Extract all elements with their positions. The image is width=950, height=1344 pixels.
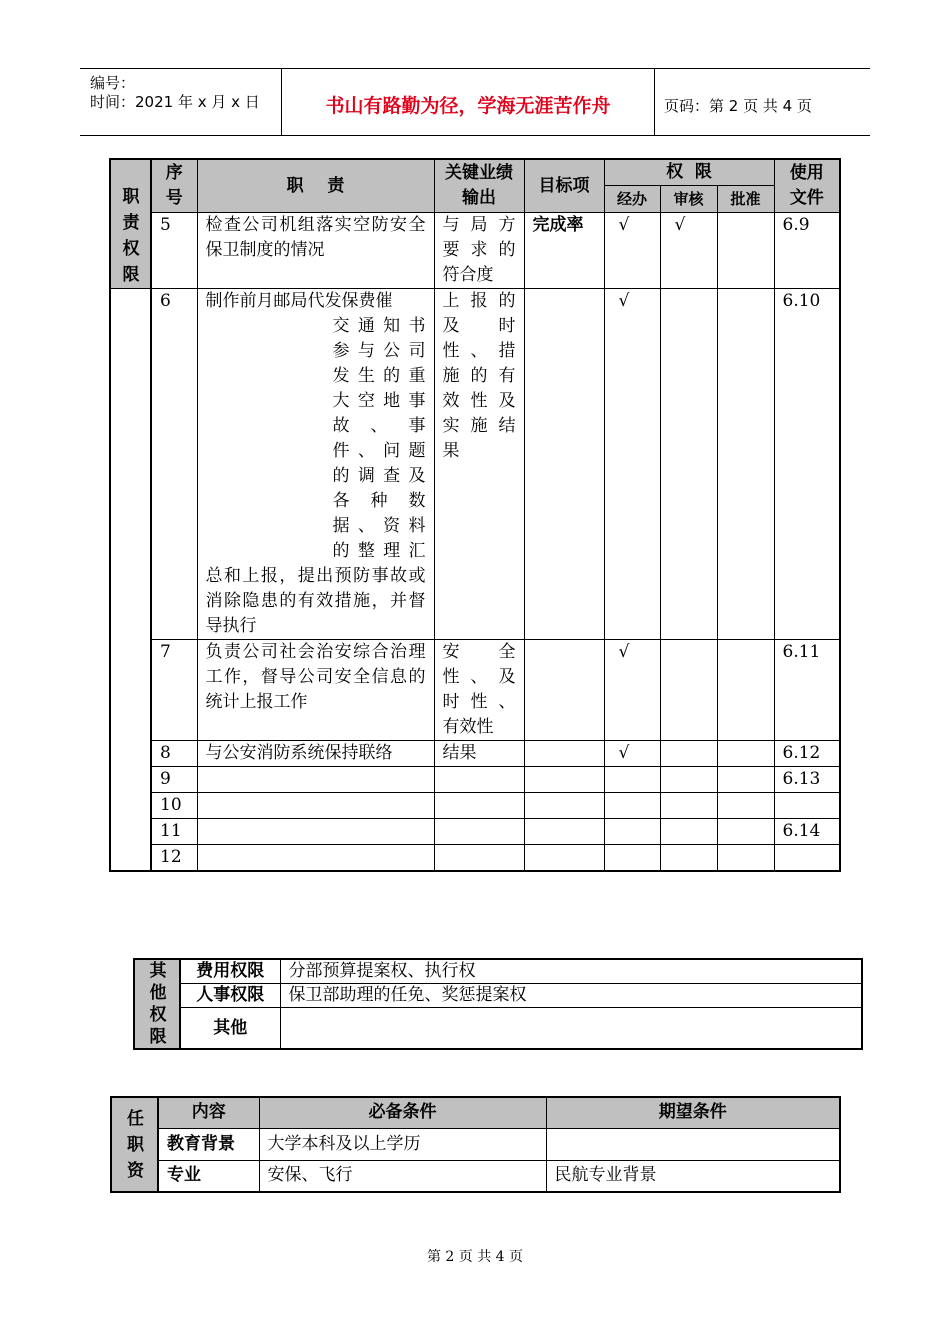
handle-check: √ <box>604 289 660 640</box>
target-cell <box>524 845 604 872</box>
doc-ref: 6.10 <box>774 289 840 640</box>
target-cell <box>524 793 604 819</box>
other-label: 其他 <box>180 1008 280 1049</box>
table-row <box>110 767 840 793</box>
target-cell <box>524 640 604 741</box>
col-kpi-header: 关键业绩输出 <box>434 159 524 213</box>
row-number: 7 <box>151 640 197 741</box>
major-desired: 民航专业背景 <box>546 1160 840 1192</box>
doc-ref: 6.11 <box>774 640 840 741</box>
row-number: 6 <box>151 289 197 640</box>
personnel-rights-value: 保卫部助理的任免、奖惩提案权 <box>280 984 862 1008</box>
col-review-header: 审核 <box>660 186 717 213</box>
target-cell <box>524 741 604 767</box>
other-rights-table <box>133 958 863 1050</box>
row-number: 10 <box>151 793 197 819</box>
approve-cell <box>717 767 774 793</box>
expense-rights-value: 分部预算提案权、执行权 <box>280 959 862 984</box>
duty-text <box>197 845 434 872</box>
review-cell <box>660 793 717 819</box>
target-cell <box>524 289 604 640</box>
major-required: 安保、飞行 <box>259 1160 546 1192</box>
approve-cell <box>717 741 774 767</box>
doc-ref: 6.13 <box>774 767 840 793</box>
kpi-cell <box>434 819 524 845</box>
handle-cell <box>604 819 660 845</box>
kpi-cell <box>434 767 524 793</box>
target-cell <box>524 819 604 845</box>
page-indicator: 页码：第 2 页 共 4 页 <box>664 97 812 115</box>
doc-ref: 6.9 <box>774 213 840 289</box>
row-number: 8 <box>151 741 197 767</box>
kpi-cell <box>434 845 524 872</box>
doc-number-label: 编号： <box>90 74 136 92</box>
approve-cell <box>717 793 774 819</box>
education-desired <box>546 1128 840 1160</box>
review-cell <box>660 767 717 793</box>
col-duty-header: 职 责 <box>197 159 434 213</box>
doc-time-label: 时间：2021 年 x 月 x 日 <box>90 93 260 111</box>
handle-cell <box>604 793 660 819</box>
education-required: 大学本科及以上学历 <box>259 1128 546 1160</box>
handle-check: √ <box>604 640 660 741</box>
col-seq-header: 序号 <box>151 159 197 213</box>
handle-cell <box>604 845 660 872</box>
kpi-cell: 安 全 性 、 及 时 性 、 有效性 <box>434 640 524 741</box>
duty-text <box>197 767 434 793</box>
review-cell <box>660 289 717 640</box>
doc-ref <box>774 793 840 819</box>
header-divider <box>654 68 655 135</box>
kpi-cell: 结果 <box>434 741 524 767</box>
duty-text: 与公安消防系统保持联络 <box>197 741 434 767</box>
duty-text: 负责公司社会治安综合治理工作，督导公司安全信息的统计上报工作 <box>197 640 434 741</box>
table-row <box>110 793 840 819</box>
col-handle-header: 经办 <box>604 186 660 213</box>
table-row <box>110 213 840 289</box>
row-number: 11 <box>151 819 197 845</box>
header-bottom-rule <box>80 135 870 136</box>
col-required-header: 必备条件 <box>259 1097 546 1128</box>
qualification-side-label: 任 职 资 <box>111 1097 158 1192</box>
col-desired-header: 期望条件 <box>546 1097 840 1128</box>
kpi-cell <box>434 793 524 819</box>
doc-ref: 6.14 <box>774 819 840 845</box>
education-label: 教育背景 <box>158 1128 259 1160</box>
target-cell: 完成率 <box>524 213 604 289</box>
table-row <box>110 845 840 872</box>
target-cell <box>524 767 604 793</box>
col-target-header: 目标项 <box>524 159 604 213</box>
duty-text <box>197 819 434 845</box>
duty-text <box>197 793 434 819</box>
page-footer: 第 2 页 共 4 页 <box>426 1249 524 1265</box>
handle-check: √ <box>604 213 660 289</box>
approve-cell <box>717 289 774 640</box>
handle-cell <box>604 767 660 793</box>
review-cell <box>660 640 717 741</box>
approve-cell <box>717 845 774 872</box>
motto: 书山有路勤为径，学海无涯苦作舟 <box>325 95 611 117</box>
duties-table <box>109 158 841 872</box>
table-row <box>110 741 840 767</box>
major-label: 专业 <box>158 1160 259 1192</box>
review-cell <box>660 819 717 845</box>
col-approve-header: 批准 <box>717 186 774 213</box>
kpi-cell: 与 局 方 要 求 的 符合度 <box>434 213 524 289</box>
duty-text: 检查公司机组落实空防安全保卫制度的情况 <box>197 213 434 289</box>
review-check: √ <box>660 213 717 289</box>
col-content-header: 内容 <box>158 1097 259 1128</box>
approve-cell <box>717 640 774 741</box>
qualification-table <box>110 1096 841 1193</box>
duties-side-label: 职 责 权 限 <box>110 159 151 289</box>
row-number: 5 <box>151 213 197 289</box>
approve-cell <box>717 213 774 289</box>
expense-rights-label: 费用权限 <box>180 959 280 984</box>
row-number: 12 <box>151 845 197 872</box>
col-authority-header: 权 限 <box>604 159 774 186</box>
personnel-rights-label: 人事权限 <box>180 984 280 1008</box>
table-row <box>110 289 840 640</box>
doc-ref: 6.12 <box>774 741 840 767</box>
other-value <box>280 1008 862 1049</box>
doc-ref <box>774 845 840 872</box>
col-doc-header: 使用文件 <box>774 159 840 213</box>
approve-cell <box>717 819 774 845</box>
table-row <box>110 640 840 741</box>
review-cell <box>660 845 717 872</box>
duty-text: 制作前月邮局代发保费催 交通知书 参与公司 发生的重 大空地事 故 、 事 件、问题 的调查及 各 种 数 据、资料 的整理汇 总和上报，提出预防事故或消除隐患的有效措施，并督导执行 <box>197 289 434 640</box>
kpi-cell: 上 报 的 及 时 性 、 措 施 的 有 效 性 及 实 施 结 果 <box>434 289 524 640</box>
header-top-rule <box>80 68 870 69</box>
table-row <box>110 819 840 845</box>
handle-check: √ <box>604 741 660 767</box>
review-cell <box>660 741 717 767</box>
duties-side-blank <box>110 289 151 872</box>
other-rights-side-label: 其 他 权 限 <box>134 959 180 1049</box>
row-number: 9 <box>151 767 197 793</box>
